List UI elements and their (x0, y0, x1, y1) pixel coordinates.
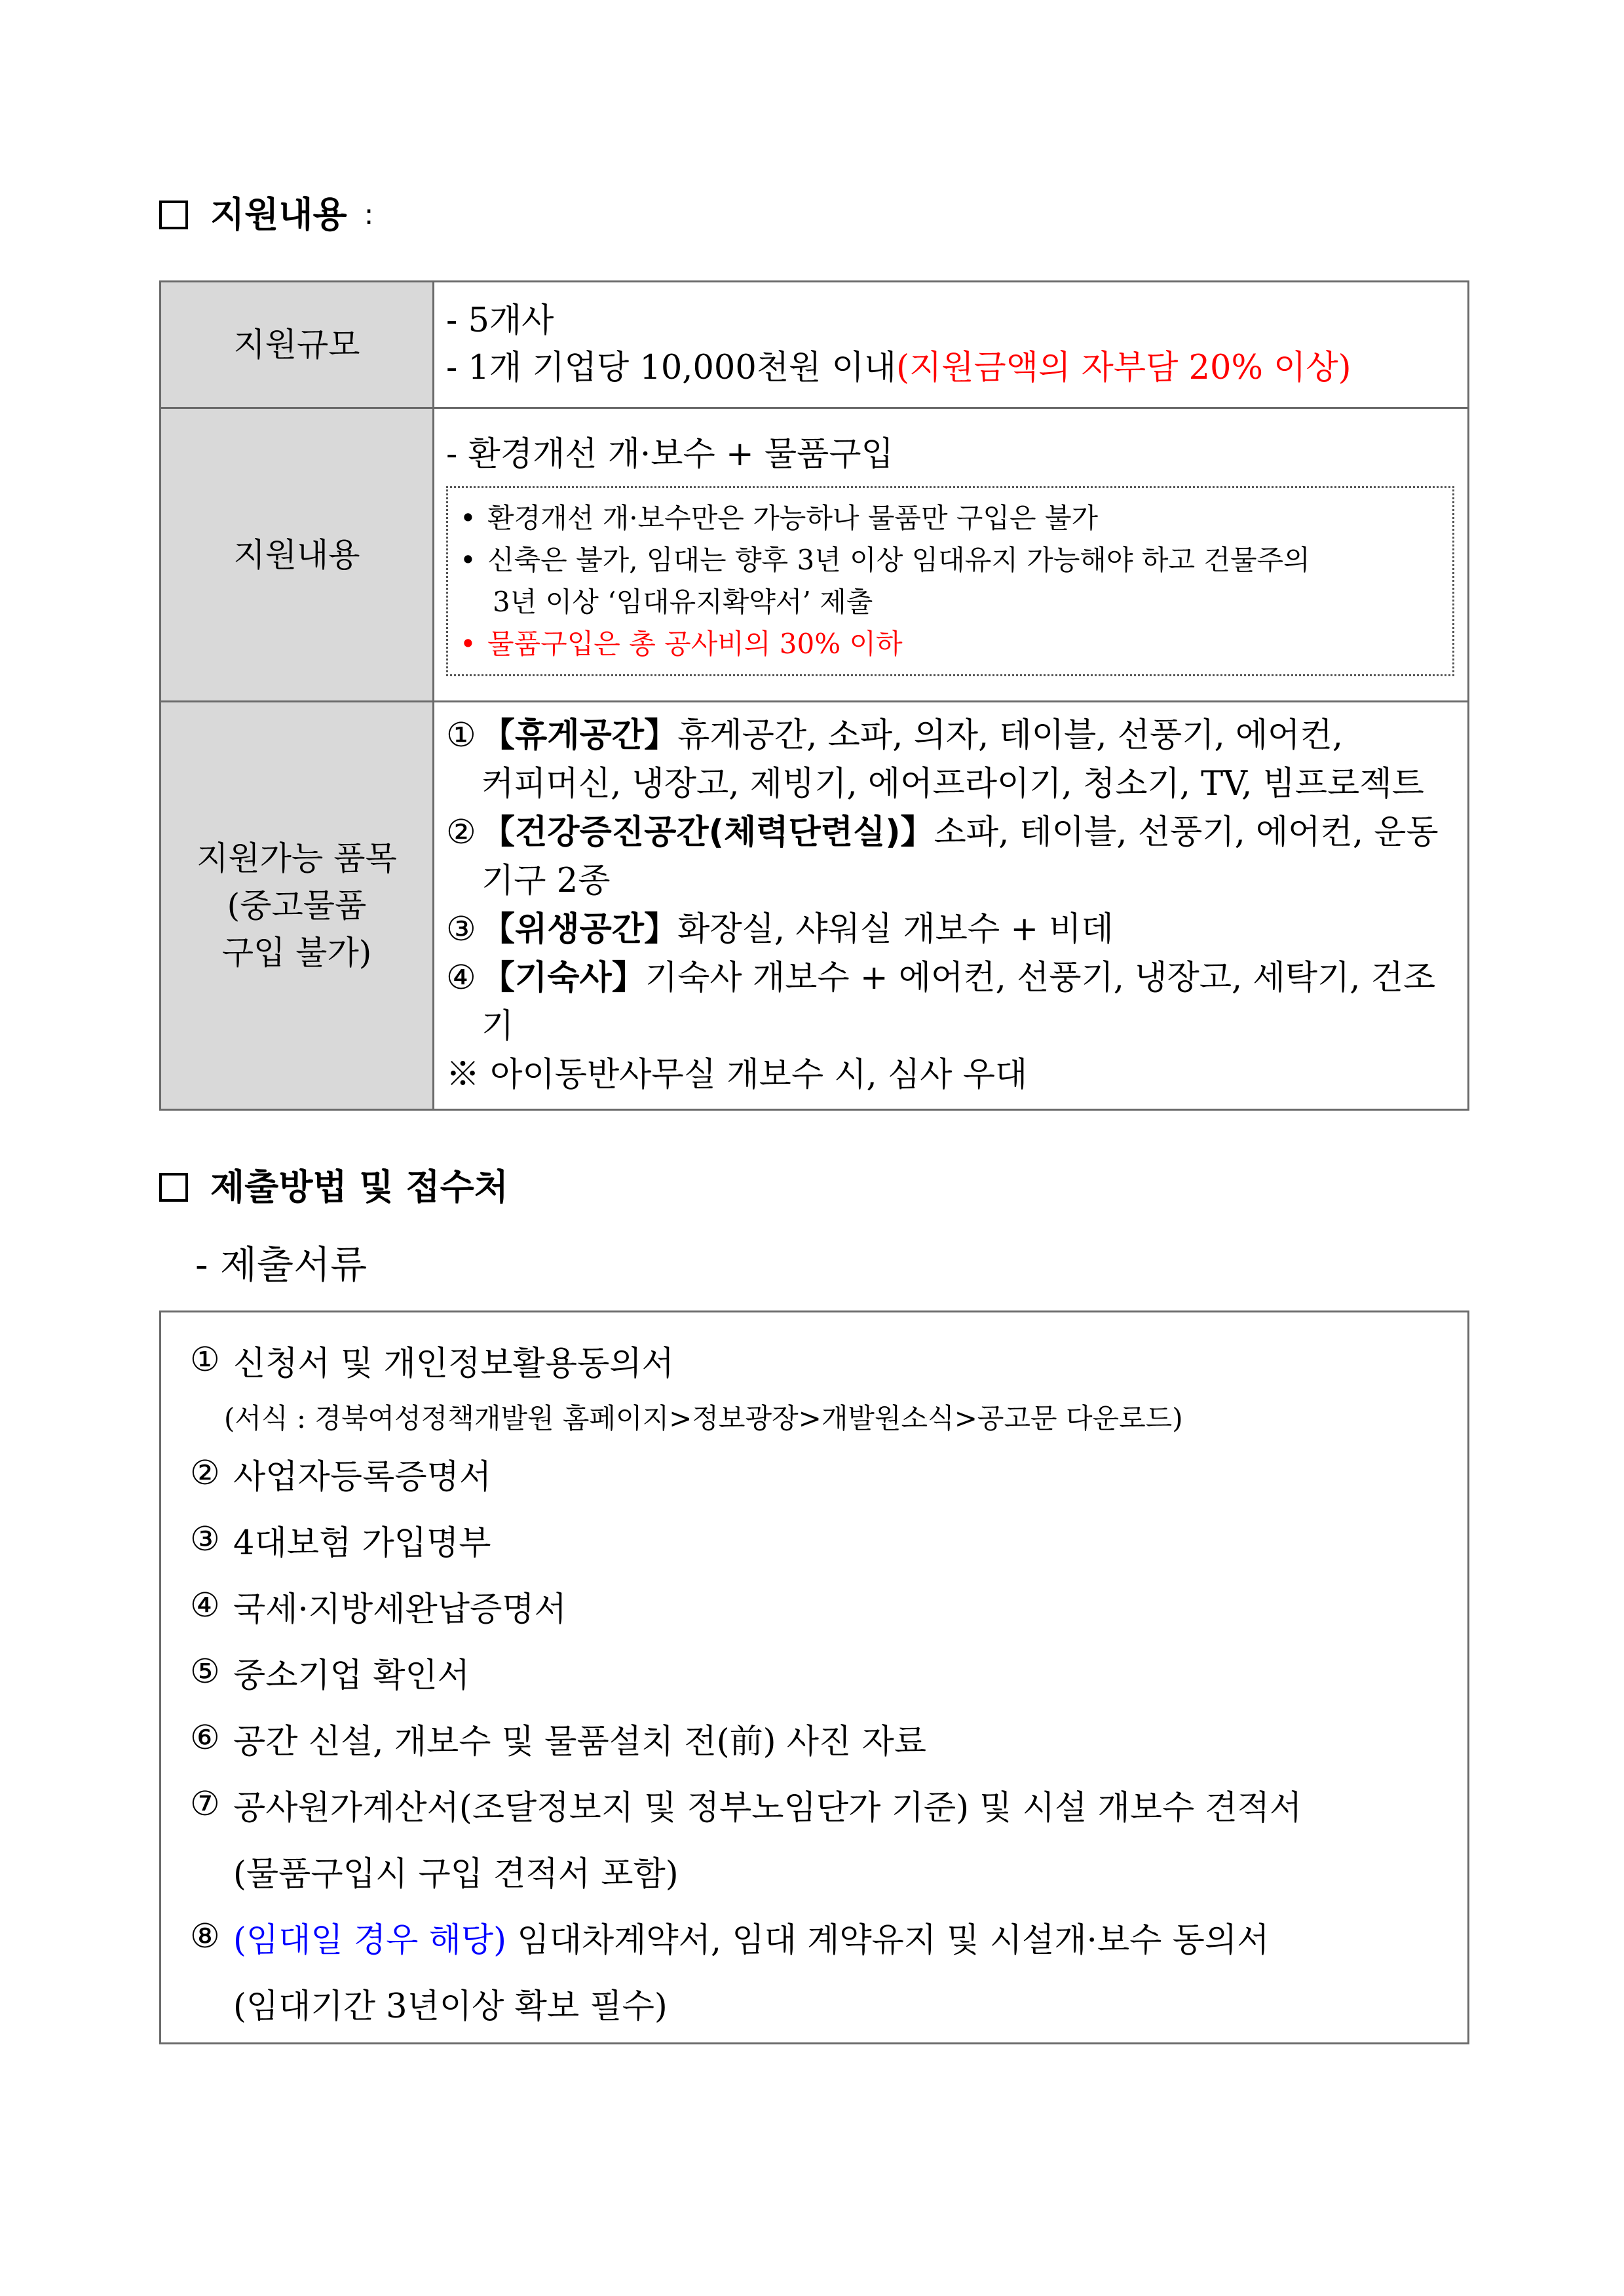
row-content (434, 702, 1469, 1110)
documents-box (159, 1311, 1469, 2044)
bullet-icon: • (460, 627, 476, 660)
item-number: ① (446, 716, 476, 755)
note-continuation: 3년 이상 ‘임대유지확약서’ 제출 (493, 585, 873, 618)
item-text: 공사원가계산서(조달정보지 및 정부노임단가 기준) 및 시설 개보수 견적서 (233, 1788, 1302, 1827)
item-continuation: (물품구입시 구입 견적서 포함) (233, 1854, 679, 1894)
item-number: ③ (190, 1520, 220, 1559)
section-title: 지원내용 (210, 194, 347, 235)
label-line: (중고물품 (227, 887, 367, 925)
item-number: ⑦ (190, 1785, 220, 1824)
list-item (190, 1506, 1441, 1573)
item-tag: 【기숙사】 (482, 959, 645, 997)
form-note: (서식 : 경북여성정책개발원 홈페이지>정보광장>개발원소식>공고문 다운로드) (224, 1402, 1183, 1434)
list-item (190, 1904, 1441, 1970)
sub-heading: - 제출서류 (195, 1242, 368, 1287)
bullet-icon: • (460, 501, 476, 534)
table-row (161, 702, 1469, 1110)
row-label (161, 702, 434, 1110)
checkbox-icon (159, 201, 188, 229)
note-item (460, 497, 1439, 539)
item-continuation: 기구 2종 (482, 862, 611, 900)
item-text: 국세·지방세완납증명서 (233, 1590, 567, 1629)
note-text: 신축은 불가, 임대는 향후 3년 이상 임대유지 가능해야 하고 건물주의 (487, 543, 1310, 576)
item-tag: 【휴게공간】 (482, 716, 678, 755)
section-colon: : (364, 198, 374, 231)
section-heading-support (159, 192, 373, 238)
item-text: 중소기업 확인서 (233, 1656, 470, 1695)
red-highlight: (지원금액의 자부담 20% 이상) (896, 349, 1351, 387)
section-title: 제출방법 및 접수처 (210, 1166, 508, 1208)
support-table (159, 280, 1469, 1111)
item-number: ⑧ (190, 1917, 220, 1956)
item-number: ② (446, 813, 476, 852)
content-line: - 5개사 (446, 301, 554, 340)
item-text: 4대보험 가입명부 (233, 1523, 491, 1563)
blue-highlight: (임대일 경우 해당) (233, 1921, 507, 1960)
list-item (446, 712, 1454, 760)
table-row (161, 282, 1469, 408)
row-content (434, 282, 1469, 408)
notes-box (446, 486, 1454, 676)
item-text: 사업자등록증명서 (233, 1457, 492, 1497)
item-text: 화장실, 샤워실 개보수 + 비데 (677, 910, 1114, 949)
section-heading-submission (159, 1164, 508, 1210)
item-text: 기숙사 개보수 + 에어컨, 선풍기, 냉장고, 세탁기, 건조기 (482, 959, 1436, 1046)
label-line: 지원가능 품목 (197, 839, 397, 877)
row-label: 지원규모 (161, 282, 434, 408)
list-item (190, 1440, 1441, 1506)
item-number: ② (190, 1454, 220, 1493)
item-number: ① (190, 1341, 220, 1379)
list-item (446, 906, 1454, 954)
list-item (446, 954, 1454, 1051)
item-number: ⑥ (190, 1719, 220, 1757)
checkbox-icon (159, 1173, 188, 1202)
item-text: 신청서 및 개인정보활용동의서 (233, 1344, 674, 1383)
list-item (190, 1705, 1441, 1771)
label-line: 구입 불가) (221, 934, 372, 972)
note-item (460, 539, 1439, 581)
item-continuation: (임대기간 3년이상 확보 필수) (233, 1987, 668, 2026)
item-text: 소파, 테이블, 선풍기, 에어컨, 운동 (934, 813, 1439, 852)
item-text: 휴게공간, 소파, 의자, 테이블, 선풍기, 에어컨, (677, 716, 1343, 755)
item-tag: 【건강증진공간(체력단련실)】 (482, 813, 934, 852)
list-item (190, 1771, 1441, 1837)
item-number: ④ (446, 959, 476, 997)
item-text: 공간 신설, 개보수 및 물품설치 전(前) 사진 자료 (233, 1722, 927, 1761)
note-text: 환경개선 개·보수만은 가능하나 물품만 구입은 불가 (487, 501, 1099, 534)
content-line (446, 345, 1454, 392)
list-item (190, 1573, 1441, 1639)
item-number: ③ (446, 910, 476, 949)
list-item (446, 809, 1454, 857)
list-item (190, 1639, 1441, 1705)
row-content (434, 408, 1469, 702)
line-text: - 1개 기업당 10,000천원 이내 (446, 349, 897, 387)
item-tag: 【위생공간】 (482, 910, 678, 949)
note-item (460, 623, 1439, 665)
bullet-icon: • (460, 543, 476, 576)
preference-note: ※ 아이동반사무실 개보수 시, 심사 우대 (446, 1056, 1028, 1094)
row-label: 지원내용 (161, 408, 434, 702)
item-text: 임대차계약서, 임대 계약유지 및 시설개·보수 동의서 (506, 1921, 1270, 1960)
table-row (161, 408, 1469, 702)
note-text: 물품구입은 총 공사비의 30% 이하 (487, 627, 903, 660)
item-continuation: 커피머신, 냉장고, 제빙기, 에어프라이기, 청소기, TV, 빔프로젝트 (482, 765, 1424, 803)
content-line: - 환경개선 개·보수 + 물품구입 (446, 434, 894, 474)
list-item (190, 1327, 1441, 1393)
item-number: ⑤ (190, 1653, 220, 1691)
item-number: ④ (190, 1586, 220, 1625)
